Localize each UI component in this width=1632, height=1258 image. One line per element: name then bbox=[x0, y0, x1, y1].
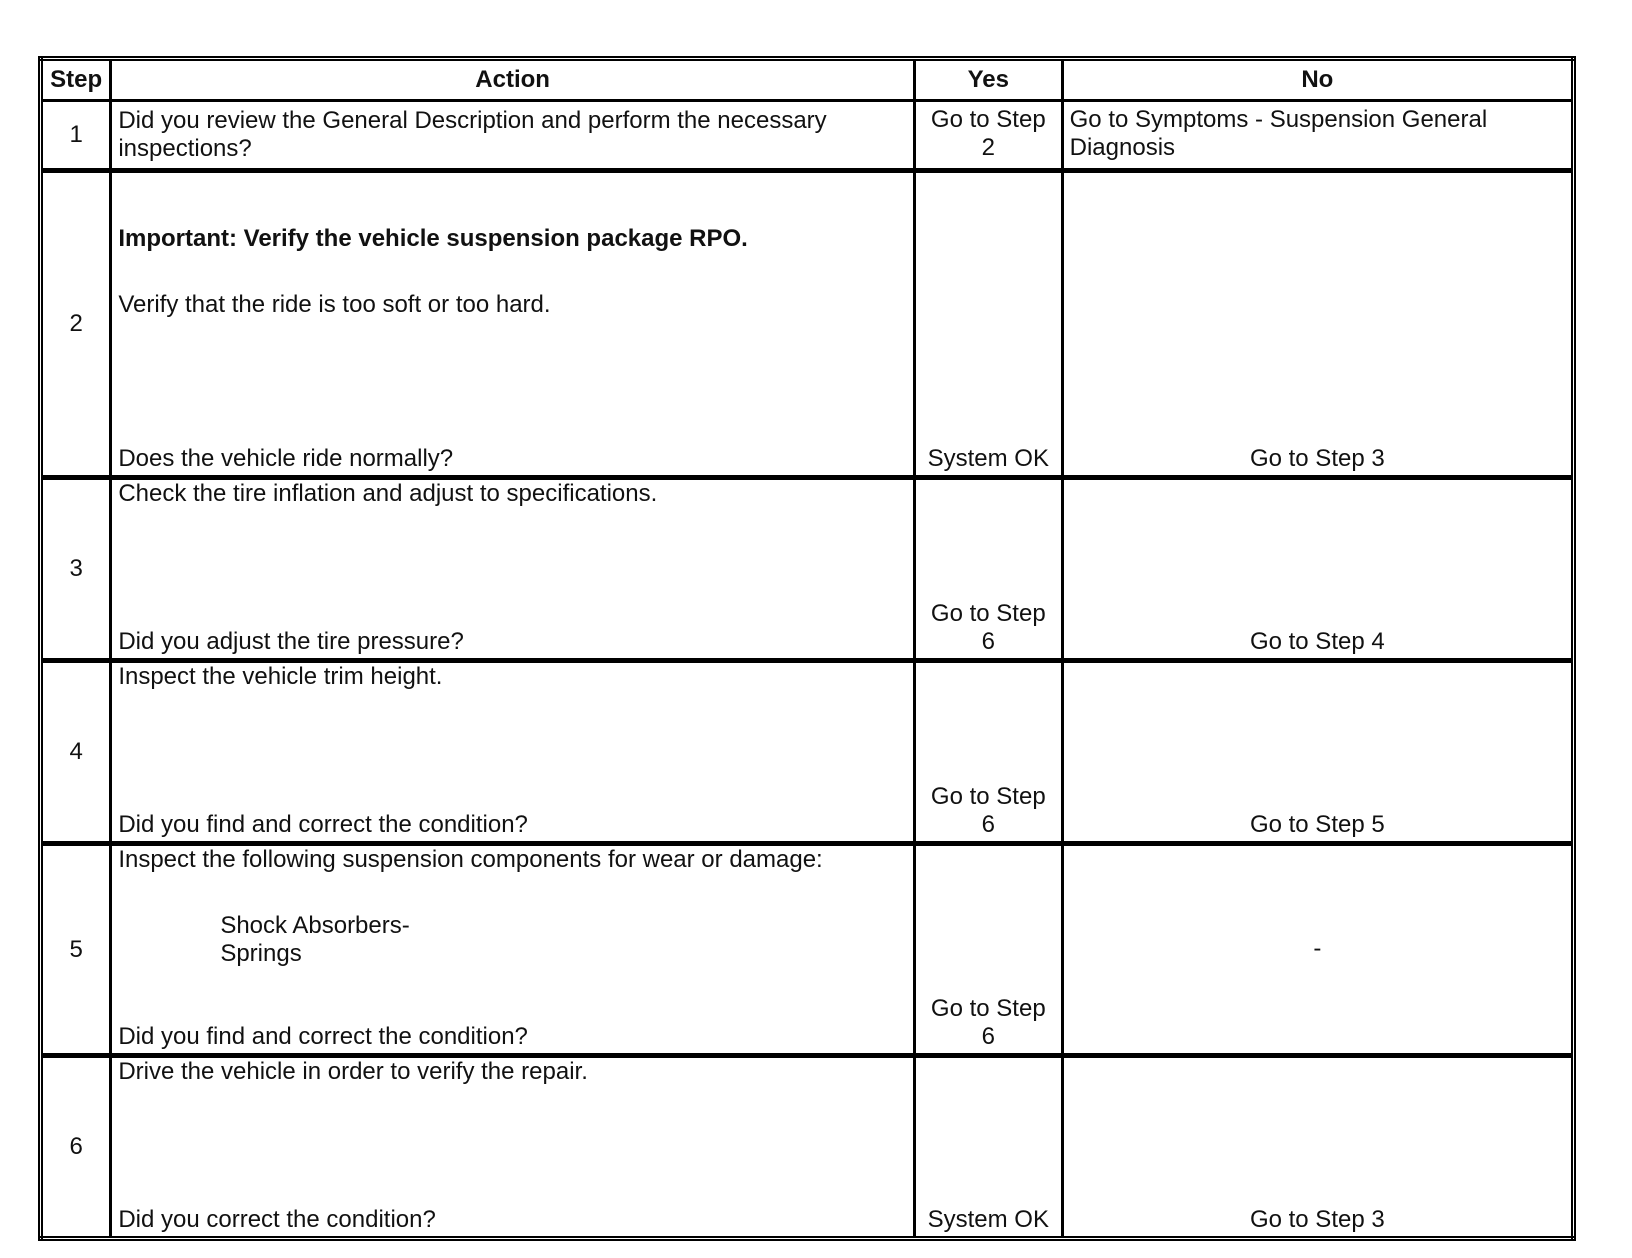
step-number: 6 bbox=[41, 1056, 111, 1239]
no-text: Go to Step 4 bbox=[1249, 628, 1385, 655]
action-cell bbox=[111, 101, 915, 171]
action-instruction: Verify that the ride is too soft or too hard. bbox=[118, 291, 551, 318]
yes-cell bbox=[914, 478, 1062, 661]
component-item: Springs bbox=[220, 940, 302, 967]
header-action: Action bbox=[111, 59, 915, 101]
no-cell bbox=[1062, 171, 1573, 478]
no-text: Diagnosis bbox=[1069, 134, 1176, 161]
action-question: Did you find and correct the condition? bbox=[118, 811, 528, 838]
action-question: Did you correct the condition? bbox=[118, 1206, 436, 1233]
yes-cell bbox=[914, 844, 1062, 1056]
action-text: Did you review the General Description and perform the necessary bbox=[118, 107, 827, 134]
yes-cell bbox=[914, 171, 1062, 478]
action-question: Does the vehicle ride normally? bbox=[118, 445, 454, 472]
step-number: 4 bbox=[41, 661, 111, 844]
diagnostic-table bbox=[38, 56, 1576, 1241]
action-cell bbox=[111, 661, 915, 844]
yes-cell bbox=[914, 1056, 1062, 1239]
action-text: inspections? bbox=[118, 135, 252, 162]
action-cell bbox=[111, 844, 915, 1056]
yes-cell bbox=[914, 101, 1062, 171]
action-instruction: Check the tire inflation and adjust to specifications. bbox=[118, 480, 658, 507]
important-note: Important: Verify the vehicle suspension package RPO. bbox=[118, 225, 748, 252]
no-text: Go to Symptoms - Suspension General bbox=[1069, 106, 1488, 133]
no-cell bbox=[1062, 101, 1573, 171]
no-cell bbox=[1062, 661, 1573, 844]
yes-text: Go to Step bbox=[930, 783, 1046, 810]
step-number: 1 bbox=[41, 101, 111, 171]
no-text: Go to Step 3 bbox=[1249, 1206, 1385, 1233]
no-cell bbox=[1062, 1056, 1573, 1239]
yes-text: System OK bbox=[927, 1206, 1049, 1233]
yes-cell bbox=[914, 661, 1062, 844]
table-row-step-3 bbox=[41, 478, 1574, 661]
yes-text: 6 bbox=[981, 1023, 995, 1050]
yes-text: 6 bbox=[981, 811, 995, 838]
header-no: No bbox=[1062, 59, 1573, 101]
table-row-step-1 bbox=[41, 101, 1574, 171]
table-header-row bbox=[41, 59, 1574, 101]
action-instruction: Inspect the following suspension components for wear or damage: bbox=[118, 846, 823, 873]
no-cell bbox=[1062, 478, 1573, 661]
yes-text: 2 bbox=[981, 134, 995, 161]
header-step: Step bbox=[41, 59, 111, 101]
no-text: Go to Step 5 bbox=[1249, 811, 1385, 838]
header-yes: Yes bbox=[914, 59, 1062, 101]
step-number: 3 bbox=[41, 478, 111, 661]
step-number: 5 bbox=[41, 844, 111, 1056]
action-question: Did you adjust the tire pressure? bbox=[118, 628, 464, 655]
no-text: Go to Step 3 bbox=[1249, 445, 1385, 472]
yes-text: System OK bbox=[927, 445, 1049, 472]
table-row-step-6 bbox=[41, 1056, 1574, 1239]
yes-text: Go to Step bbox=[930, 106, 1046, 133]
no-text: - bbox=[1313, 934, 1322, 962]
table-row-step-2 bbox=[41, 171, 1574, 478]
yes-text: Go to Step bbox=[930, 600, 1046, 627]
action-instruction: Inspect the vehicle trim height. bbox=[118, 663, 443, 690]
yes-text: Go to Step bbox=[930, 995, 1046, 1022]
table-row-step-5 bbox=[41, 844, 1574, 1056]
step-number: 2 bbox=[41, 171, 111, 478]
action-instruction: Drive the vehicle in order to verify the repair. bbox=[118, 1058, 588, 1085]
action-cell bbox=[111, 1056, 915, 1239]
action-cell bbox=[111, 171, 915, 478]
action-cell bbox=[111, 478, 915, 661]
table-row-step-4 bbox=[41, 661, 1574, 844]
yes-text: 6 bbox=[981, 628, 995, 655]
action-question: Did you find and correct the condition? bbox=[118, 1023, 528, 1050]
component-item: Shock Absorbers- bbox=[220, 912, 410, 939]
no-cell bbox=[1062, 844, 1573, 1056]
